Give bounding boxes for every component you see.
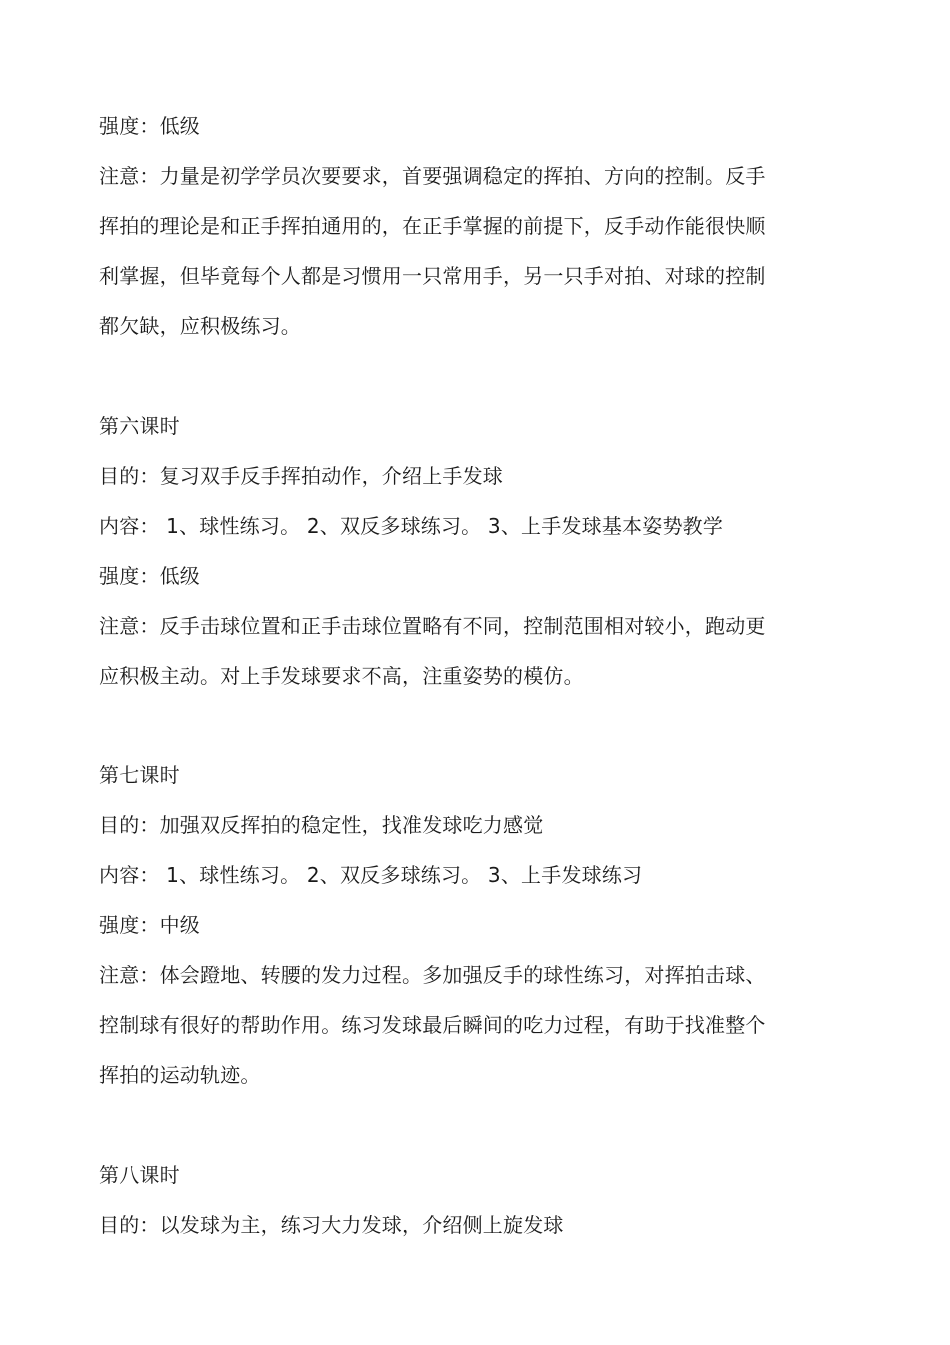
intensity-line: 强度：低级 <box>99 564 200 588</box>
lesson-heading: 第七课时 <box>99 763 180 787</box>
lesson-heading: 第八课时 <box>99 1163 180 1187</box>
intensity-line: 强度：中级 <box>99 913 200 937</box>
purpose-line: 目的：加强双反挥拍的稳定性，找准发球吃力感觉 <box>99 813 544 837</box>
content-line: 内容： 1、球性练习。 2、双反多球练习。 3、上手发球基本姿势教学 <box>99 514 724 538</box>
note-line: 控制球有很好的帮助作用。练习发球最后瞬间的吃力过程，有助于找准整个 <box>99 1013 766 1037</box>
note-line: 利掌握，但毕竟每个人都是习惯用一只常用手，另一只手对拍、对球的控制 <box>99 264 766 288</box>
lesson-heading: 第六课时 <box>99 414 180 438</box>
note-line: 注意：反手击球位置和正手击球位置略有不同，控制范围相对较小，跑动更 <box>99 614 766 638</box>
content-line: 内容： 1、球性练习。 2、双反多球练习。 3、上手发球练习 <box>99 863 643 887</box>
note-line: 应积极主动。对上手发球要求不高，注重姿势的模仿。 <box>99 664 584 688</box>
note-line: 注意：力量是初学学员次要要求，首要强调稳定的挥拍、方向的控制。反手 <box>99 164 766 188</box>
purpose-line: 目的：以发球为主，练习大力发球，介绍侧上旋发球 <box>99 1213 564 1237</box>
note-line: 挥拍的理论是和正手挥拍通用的，在正手掌握的前提下，反手动作能很快顺 <box>99 214 766 238</box>
note-line: 挥拍的运动轨迹。 <box>99 1063 261 1087</box>
purpose-line: 目的：复习双手反手挥拍动作，介绍上手发球 <box>99 464 503 488</box>
intensity-line: 强度：低级 <box>99 114 200 138</box>
note-line: 注意：体会蹬地、转腰的发力过程。多加强反手的球性练习，对挥拍击球、 <box>99 963 766 987</box>
note-line: 都欠缺，应积极练习。 <box>99 314 301 338</box>
